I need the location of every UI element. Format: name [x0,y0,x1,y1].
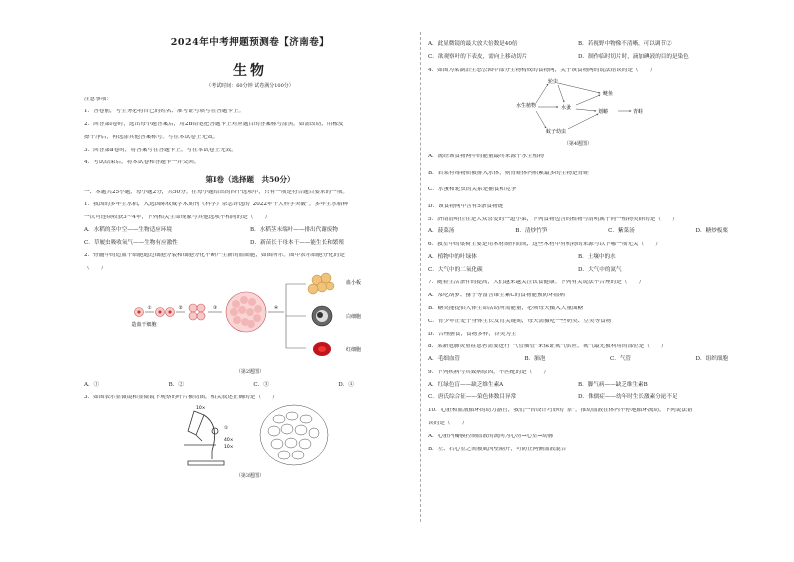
option-c[interactable]: C．青少年正处于身体生长发育关键期，每天需摄吃一些奶类、豆类等食物 [428,318,612,324]
node-mosquito-larva: 蚊子幼虫 [546,129,567,136]
arrow-label-2: ② [178,305,183,311]
option-a[interactable]: A．红绿色盲——缺乏维生素A [428,381,504,388]
platelets-icon [308,273,334,294]
blood-cell-differentiation-figure [84,272,416,368]
question-9-options [428,395,728,401]
option-b[interactable]: B．土壤中的水 [578,253,616,260]
option-c[interactable]: C．水蚤和轮虫的关系是捕食和竞争 [428,187,517,193]
option-b[interactable]: B．若某有毒物质被排入水体，则青蛙体内积累最多的生物是青蛙 [428,170,589,176]
node-aquatic-plants: 水生植物 [516,103,537,110]
option-c[interactable]: C．唐氏综合征——染色体数目异常 [428,394,517,401]
red-blood-cell-icon [313,342,331,356]
figure-4-caption: （第4题图） [563,140,593,147]
microscope-figure [84,401,416,471]
question-5-stem: 5．济南清明往往是大众喜爱的一道小菜，下列食物包含的植物与清明属于同一植物类群的是（ ） [428,216,678,222]
four-cell-cluster [189,304,205,320]
option-d[interactable]: D．该食物网中含有5条食物链 [428,203,504,209]
option-d[interactable]: D．糖炒板栗 [695,228,728,235]
node-water-flea: 水蚤 [561,105,572,112]
objective-label-10x: 10× [224,444,234,450]
objective-label-40x: 40× [224,437,234,443]
question-9-options [428,383,728,389]
option-d[interactable]: D．侏儒症——幼年时生长激素分泌不足 [578,394,678,401]
subject-title: 生物 [233,62,267,79]
option-c[interactable]: C．气管 [609,356,632,363]
leaf-cross-section-icon [260,405,328,465]
option-a[interactable]: A．植物中的叶绿体 [428,253,477,260]
option-a[interactable]: A．水稻的茎中空——生物适应环境 [84,226,172,233]
node-water-boatman: 划蝽 [598,109,609,116]
white-cell-label: 白细胞 [346,313,362,320]
option-c[interactable]: C．大气中的二氧化碳 [428,266,483,273]
question-10-stem: 10．心脏和血液循环的动力器官，我们一台设计巧妙的“泵”，推动血液在体内不停地循环流动。下列说法错 [428,408,693,414]
question-9-stem: 9．下列疾病与其致病原因，不匹配的是（ ） [428,369,550,375]
option-c[interactable]: C．紫菜汤 [608,228,635,235]
option-d[interactable]: D．新苗长于母本干——能生长和繁殖 [250,239,344,246]
question-6-stem: 6．教室中的桌椅主要是用木材制作而成，这些木材中有机物的来源与以下哪一项无关（ ） [428,242,661,248]
option-b[interactable]: B．若视野中物像不清晰，可以调节② [578,41,672,47]
platelet-label: 血小板 [346,279,362,286]
option-d[interactable]: D．④ [338,381,354,388]
option-b[interactable]: B．水稻茎末端叶——排出代谢废物 [250,226,339,233]
note-item: 擦干净后，再选涂其他答案标号。写在本试卷上无效。 [84,134,219,140]
question-8-stem: 8．某新冠肺炎重症患者需要进行“气管插管”来保证氧气供应，氧气最先被利用的部位是（ ） [428,344,667,350]
option-d[interactable]: D．制作临时切片时，滴加碘液的目的是染色 [578,53,689,60]
option-a[interactable]: A．常吃胡萝、猕子等富含维生素C的食物能预防坏血病 [428,293,565,299]
option-b[interactable]: B．左、右心室之间被肌肉壁隔开，可防止两侧血液混合 [428,446,567,452]
option-a[interactable]: A．流经该食物网中的能量最终来源于水生植物 [428,153,544,159]
arrow-label-3: ③ [212,305,218,311]
arrow-label-1: ① [147,305,152,311]
question-6-options [428,255,728,261]
section-heading: 第Ⅰ卷（选择题 共50分） [205,175,295,184]
option-c[interactable]: C．草履虫吸收氧气——生物有应激性 [84,239,178,246]
node-rotifer: 轮虫 [548,79,559,86]
red-cell-label: 红细胞 [346,346,362,353]
option-b[interactable]: B．清炒竹笋 [515,228,548,235]
figure-3-caption: （第3题图） [235,472,265,479]
question-7-stem: 7．随着生活条件的提高，人们越来越关注饮食健康。下列有关说法不合理的是（ ） [428,280,645,286]
column-divider [420,32,421,522]
note-item: 4．考试结束后，将本试卷和答题卡一并交回。 [84,160,200,166]
option-d[interactable]: D．合理膳食，食物多样，谷类为主 [428,331,517,337]
note-item: 3．回答第Ⅱ卷时，将答案写在答题卡上。写在本试卷上无效。 [84,147,237,153]
option-b[interactable]: B．脚气病——缺乏维生素B [578,381,648,388]
question-3-options [428,55,728,61]
question-1-stem: 1．我国的多年生水稻，入选国际权威学术期刊《科学》杂志评选的“2022年十大科学突破”。多年生水稻种 [84,202,349,208]
question-10-stem: 误的是（ ） [428,421,468,426]
microscope-icon [184,411,224,465]
arrow-label-4: ④ [273,305,279,311]
option-a[interactable]: A．此显微镜的最大放大倍数是40倍 [428,41,518,47]
option-c[interactable]: C．欲观察叶的下表皮，需向上移动切片 [428,53,528,60]
option-b[interactable]: B．② [168,381,184,388]
question-4-stem: 4．如图为某湖泊生态公园中部分生物构成的食物网，关于该食物网的说法错误的是（ ） [428,67,656,73]
option-b[interactable]: B．肺泡 [524,356,546,363]
right-column [428,42,728,452]
option-a[interactable]: A．菠菜汤 [428,228,455,235]
figure-2-caption: （第2题图） [235,369,265,376]
notes-heading: 注意事项： [84,96,112,102]
question-6-options [428,268,728,274]
option-d[interactable]: D．组织细胞 [695,356,728,363]
exam-meta: （考试时间：60分钟 试卷满分100分） [206,82,294,89]
eyepiece-label: 10× [196,405,206,411]
left-column [84,30,416,479]
option-d[interactable]: D．大气中的氮气 [578,266,622,273]
section-intro: 一、本题共25小题，每小题2分，共50分。在每小题给出的四个选项中，只有一项是符合题目要求的一项。 [84,189,348,195]
exam-title: 2024年中考押题预测卷【济南卷】 [170,37,330,48]
note-item: 2．回答第Ⅰ卷时，选出每小题答案后，用2B铅笔把答题卡上对应题目的答案标号涂黑。如需改动，用橡皮 [84,122,344,128]
question-1-options [84,241,416,247]
knob-label: ① [224,425,229,431]
node-silver-carp: 鲢鱼 [603,91,614,98]
option-b[interactable]: B．糖类能提供人体生命活动所需能量，必须每天摄入大量面糖 [428,305,584,311]
question-2-stem: 2．骨髓中的造血干细胞通过细胞分裂和细胞分化不断产生新的血细胞，如图所示。图中表示细胞分化的是 [84,253,345,259]
question-3-options [428,42,728,48]
question-1-options [84,228,416,234]
stem-cell-label: 造血干细胞 [131,321,157,328]
white-blood-cell-icon [312,306,332,326]
food-web-figure [428,73,728,139]
question-3-stem: 3．如图表示显微镜和显微镜下观察的叶片横切图，相关叙述正确的是（ ） [84,395,278,401]
option-a[interactable]: A．① [84,381,100,388]
option-a[interactable]: A．毛细血管 [428,356,461,363]
question-1-stem: 一次可连续收获3～4年，下列相关生命现象与其他选项不相同的是（ ） [84,215,271,221]
note-item: 1．答卷前，考生务必将自己的姓名、准考证号填写在答题卡上。 [84,109,245,115]
option-a[interactable]: A．心脏内瓣膜控制血液的流向为心房→心室→动脉 [428,433,554,439]
option-c[interactable]: C．③ [253,381,269,388]
question-2-stem: （ ） [84,266,107,272]
cell-mass-cluster [226,292,266,332]
node-frog: 青蛙 [633,109,644,116]
